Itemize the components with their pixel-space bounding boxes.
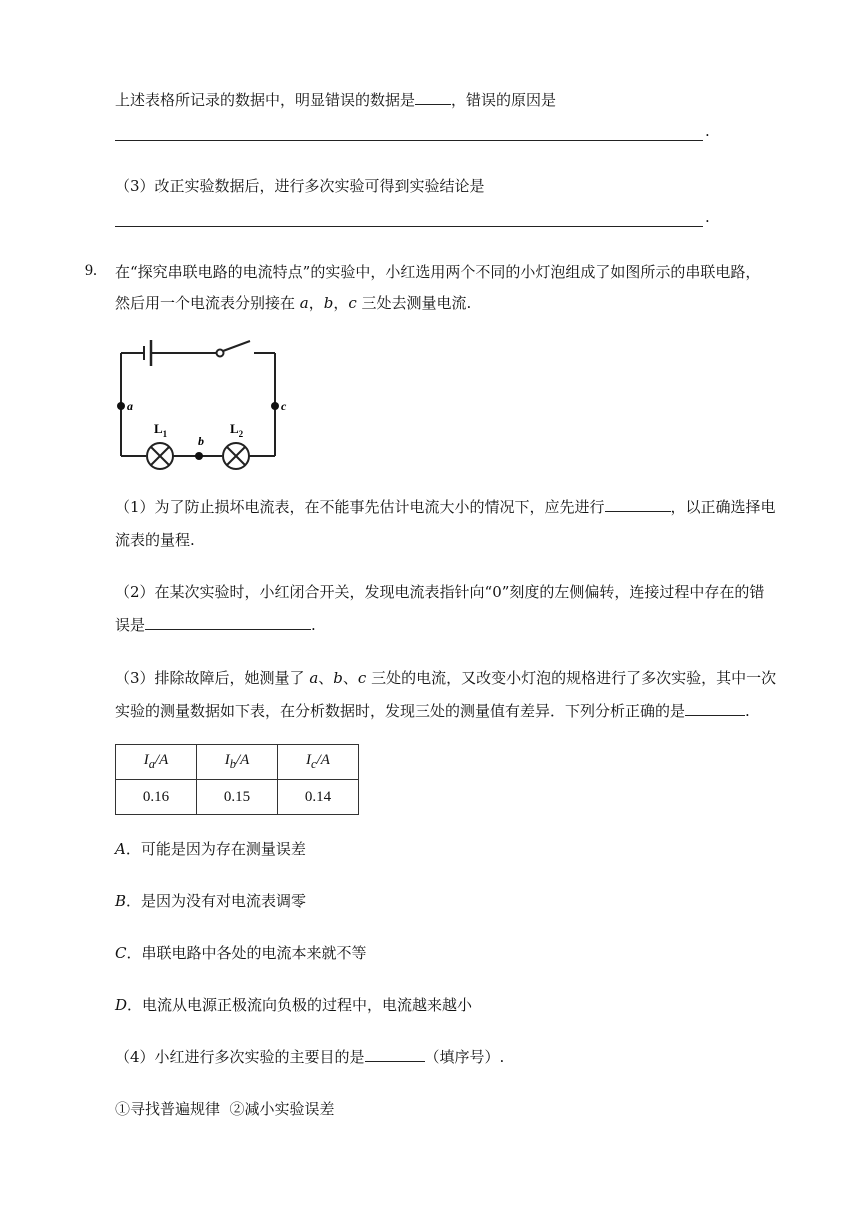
q9-part1-blank[interactable]: [605, 497, 671, 512]
series-circuit-diagram: [110, 336, 290, 476]
separator: ，: [308, 294, 324, 312]
table-row: [116, 780, 359, 815]
q9-part4-text: （4）小红进行多次实验的主要目的是: [115, 1048, 365, 1066]
period: .: [705, 122, 710, 140]
q8-error-reason-text: ，错误的原因是: [451, 91, 557, 109]
option-text: ．电流从电源正极流向负极的过程中，电流越来越小: [127, 996, 473, 1014]
option-c[interactable]: [115, 943, 367, 963]
separator: ，: [333, 294, 349, 312]
q9-part4-choices: ①寻找普遍规律 ②减小实验误差: [115, 1100, 335, 1118]
table-cell: 0.15: [197, 780, 278, 815]
var-a: a: [299, 294, 309, 312]
separator: 、: [318, 669, 334, 687]
option-letter: D: [115, 996, 128, 1014]
q9-intro-text-end: 三处去测量电流.: [356, 294, 472, 312]
q9-part3-blank[interactable]: [685, 701, 745, 716]
option-b[interactable]: [115, 891, 306, 911]
point-c: [271, 402, 279, 410]
q9-part4-blank[interactable]: [365, 1047, 425, 1062]
label-b: b: [198, 434, 204, 448]
q9-part3-line2: [115, 701, 750, 721]
option-letter: B: [115, 892, 127, 910]
table-header-row: [116, 745, 359, 780]
table-header-cell: $I_c/A$: [278, 745, 359, 780]
var-b: b: [333, 669, 343, 687]
q9-part2-text: 误是: [115, 616, 146, 634]
q9-part1-text-cont: ，以正确选择电: [670, 498, 776, 516]
q9-part4-line: [115, 1047, 504, 1067]
var-b: b: [323, 294, 334, 312]
table-header-cell: $I_b/A$: [197, 745, 278, 780]
var-c: c: [348, 294, 357, 312]
period: .: [745, 702, 750, 720]
label-c: c: [281, 399, 287, 413]
q9-part2-line2: [115, 615, 316, 635]
var-c: c: [357, 669, 367, 687]
label-l1: $L_1$: [154, 421, 168, 439]
q8-part3-question: （3）改正实验数据后，进行多次实验可得到实验结论是: [115, 177, 485, 195]
q9-intro-line2: [115, 293, 471, 313]
option-text: ．可能是因为存在测量误差: [125, 840, 306, 858]
option-d[interactable]: [115, 995, 472, 1015]
label-a: a: [127, 399, 133, 413]
label-l2: $L_2$: [230, 421, 244, 439]
q9-part1-text: （1）为了防止损坏电流表，在不能事先估计电流大小的情况下，应先进行: [115, 498, 605, 516]
q9-part1-line2: 流表的量程.: [115, 531, 195, 549]
q8-error-data-line: [115, 90, 556, 110]
option-a[interactable]: [115, 839, 306, 859]
q9-part2-blank[interactable]: [145, 615, 311, 630]
q9-part4-text-end: （填序号）.: [424, 1048, 505, 1066]
point-b: [195, 452, 203, 460]
question-number: 9.: [85, 262, 97, 279]
q8-error-data-text: 上述表格所记录的数据中，明显错误的数据是: [115, 91, 416, 109]
q9-part1-line1: [115, 497, 776, 517]
q9-intro-text: 然后用一个电流表分别接在: [115, 294, 300, 312]
table-header-cell: $I_a/A$: [116, 745, 197, 780]
var-a: a: [309, 669, 319, 687]
q8-error-data-blank[interactable]: [415, 90, 451, 105]
point-a: [117, 402, 125, 410]
period: .: [311, 616, 316, 634]
q9-part3-text: （3）排除故障后，她测量了: [115, 669, 310, 687]
table-cell: 0.14: [278, 780, 359, 815]
period: .: [705, 208, 710, 226]
switch-pivot: [217, 350, 224, 357]
q9-part3-text-cont: 三处的电流，又改变小灯泡的规格进行了多次实验，其中一次: [366, 669, 777, 687]
option-text: ．串联电路中各处的电流本来就不等: [126, 944, 367, 962]
q9-intro-line1: 在“探究串联电路的电流特点”的实验中，小红选用两个不同的小灯泡组成了如图所示的串联电路，: [115, 263, 761, 281]
q9-part3-text2: 实验的测量数据如下表，在分析数据时，发现三处的测量值有差异．下列分析正确的是: [115, 702, 686, 720]
q9-part2-line1: （2）在某次实验时，小红闭合开关，发现电流表指针向“0”刻度的左侧偏转，连接过程中存在的错: [115, 583, 765, 601]
current-data-table: [115, 744, 359, 815]
q9-part3-line1: [115, 668, 776, 688]
option-letter: C: [115, 944, 127, 962]
option-letter: A: [115, 840, 126, 858]
table-cell: 0.16: [116, 780, 197, 815]
separator: 、: [342, 669, 358, 687]
switch-lever: [223, 341, 250, 351]
option-text: ．是因为没有对电流表调零: [126, 892, 307, 910]
